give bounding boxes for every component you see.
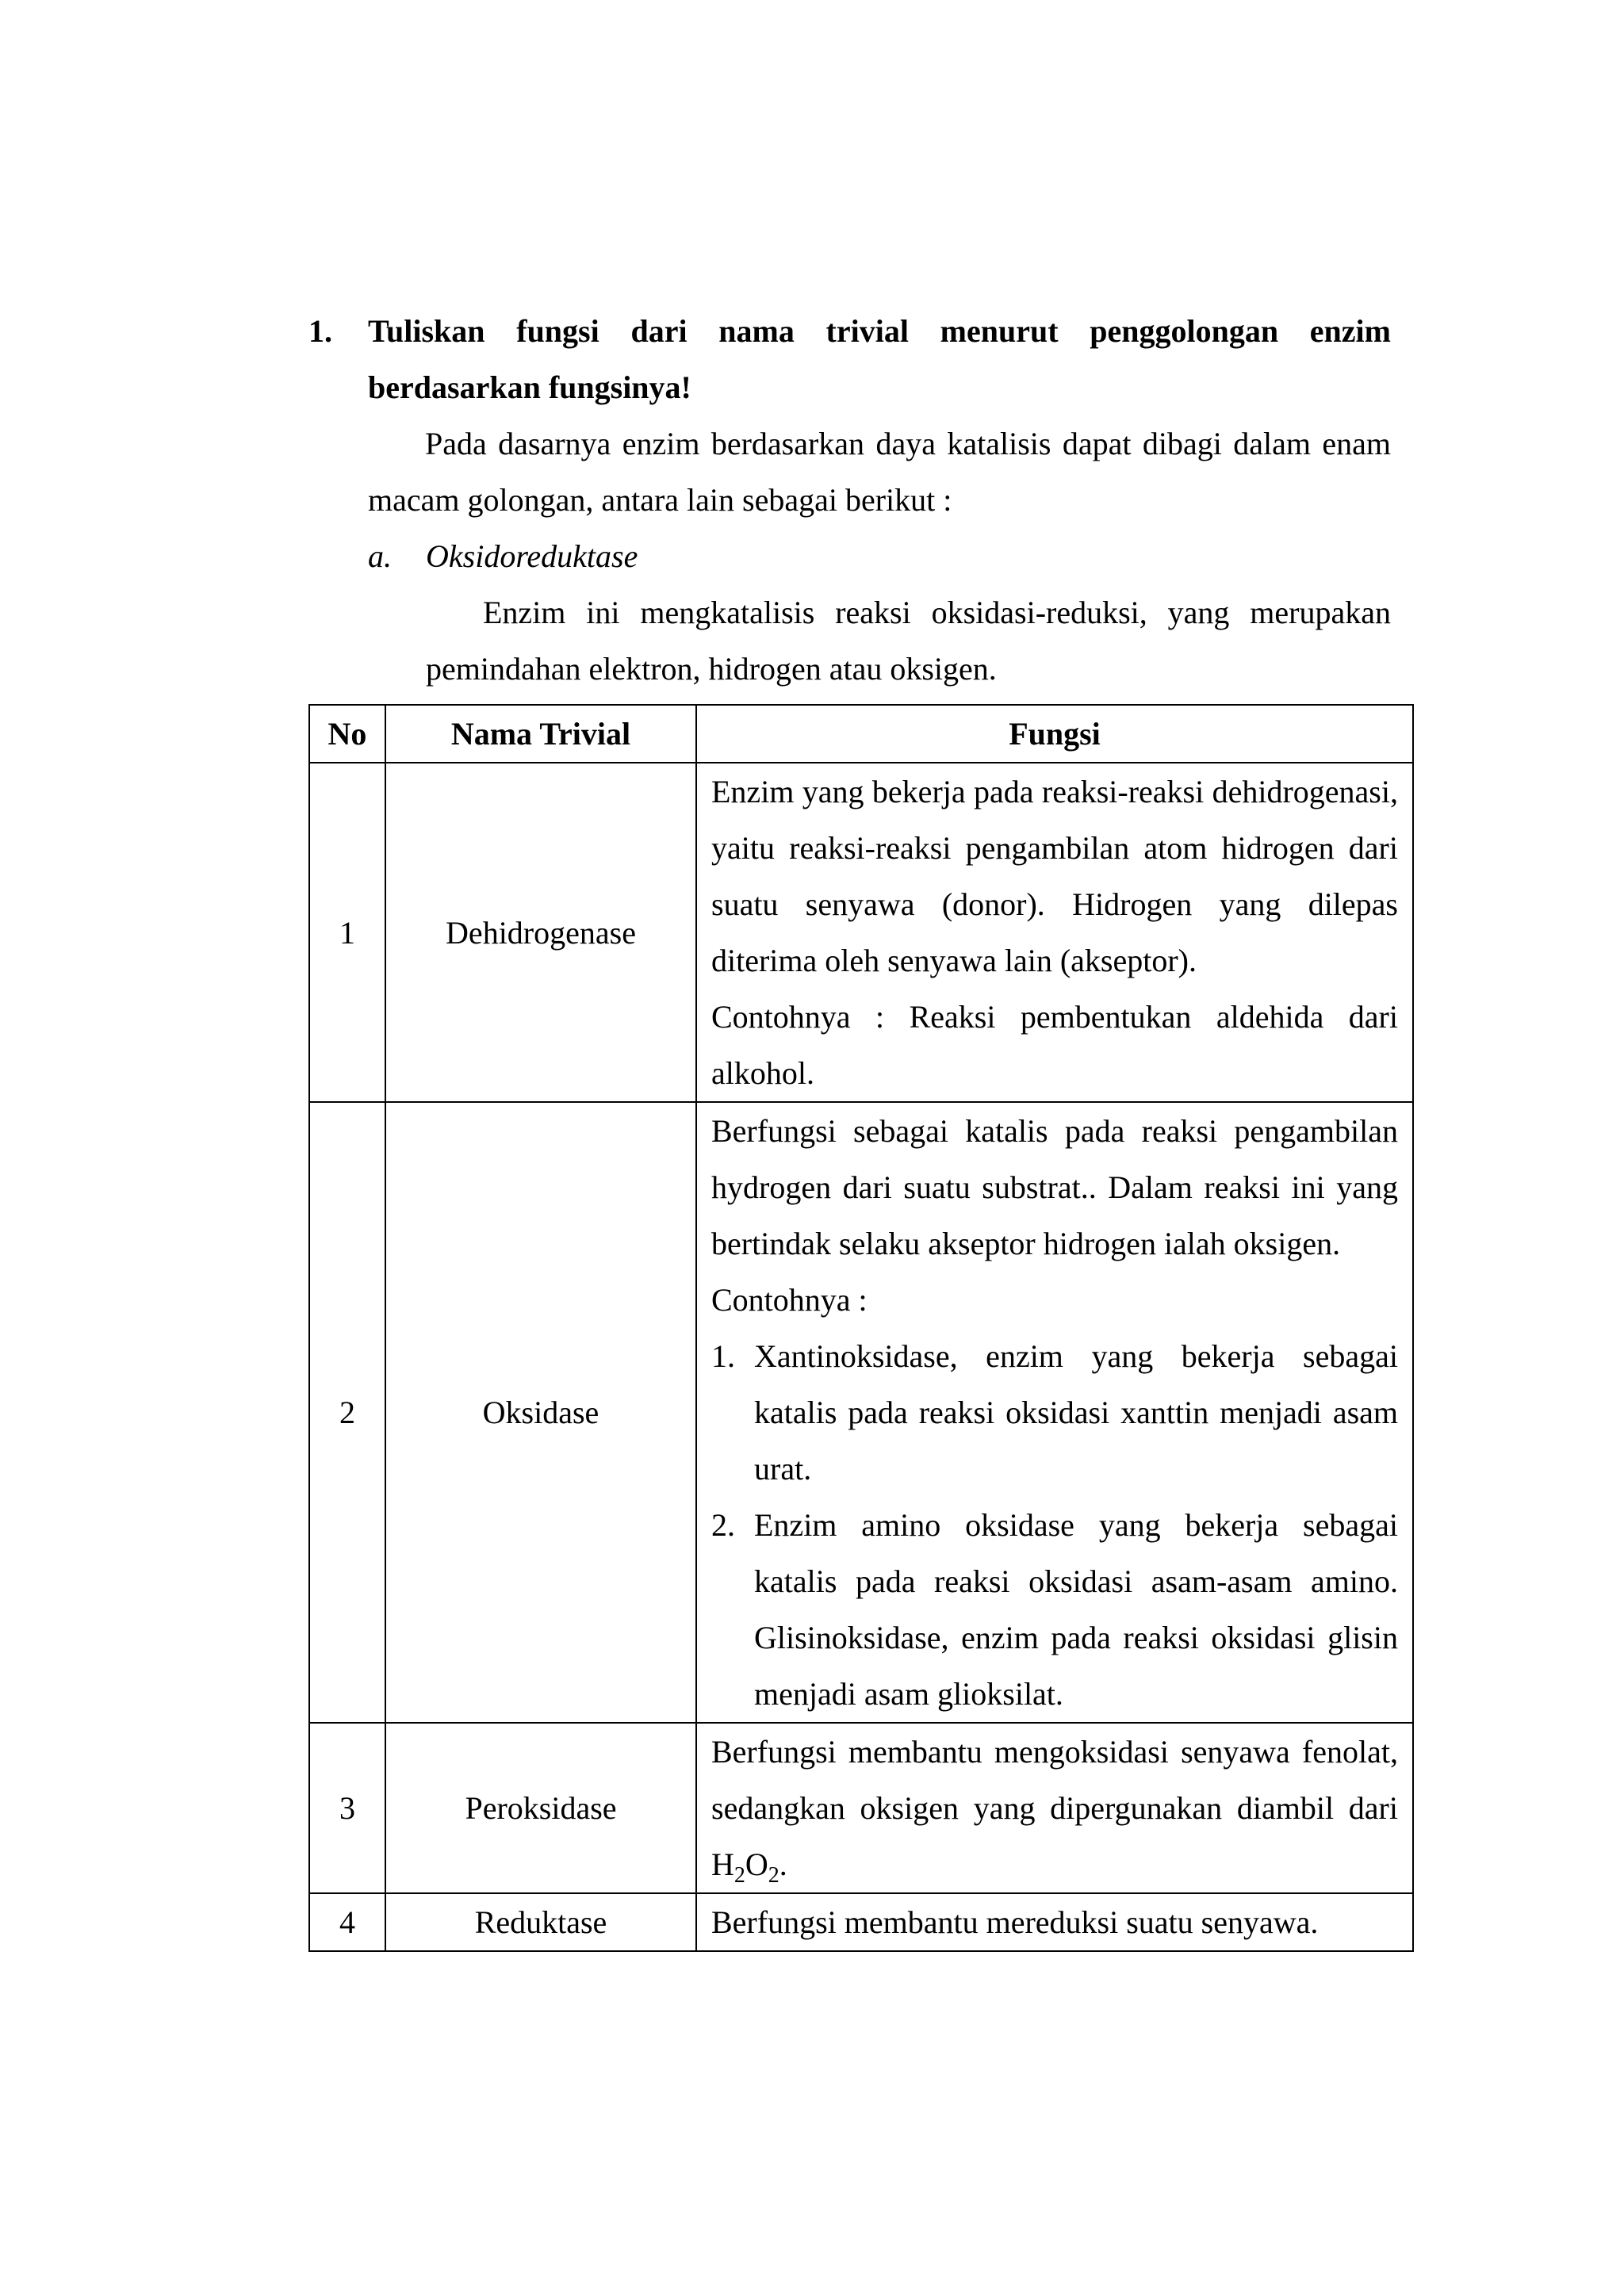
fungsi-description: Berfungsi membantu mereduksi suatu senyawa. — [711, 1904, 1319, 1940]
example-list — [711, 1328, 1398, 1722]
section-letter: a. — [368, 538, 392, 574]
fungsi-text: Berfungsi membantu mengoksidasi senyawa fenolat, sedangkan oksigen yang dipergunakan diambil dari H — [711, 1734, 1398, 1882]
header-fungsi: Fungsi — [696, 705, 1413, 763]
fungsi-description: Berfungsi sebagai katalis pada reaksi pengambilan hydrogen dari suatu substrat.. Dalam reaksi ini yang bertindak selaku akseptor hidrogen ialah oksigen. — [711, 1113, 1398, 1261]
row-no: 3 — [309, 1723, 385, 1893]
row-nama-trivial: Reduktase — [385, 1893, 696, 1951]
table-row — [309, 1723, 1413, 1893]
table-row — [309, 1893, 1413, 1951]
fungsi-description: Enzim yang bekerja pada reaksi-reaksi dehidrogenasi, yaitu reaksi-reaksi pengambilan atom hidrogen dari suatu senyawa (donor). Hidrogen yang dilepas diterima oleh senyawa lain (akseptor). — [711, 774, 1398, 978]
subscript: 2 — [733, 1863, 745, 1888]
row-fungsi — [696, 1102, 1413, 1723]
header-nama-trivial: Nama Trivial — [385, 705, 696, 763]
row-nama-trivial: Oksidase — [385, 1102, 696, 1723]
table-row — [309, 1102, 1413, 1723]
row-fungsi — [696, 1723, 1413, 1893]
row-nama-trivial: Dehidrogenase — [385, 763, 696, 1102]
list-item — [711, 1497, 1398, 1722]
list-item-text: Xantinoksidase, enzim yang bekerja sebagai katalis pada reaksi oksidasi xanttin menjadi asam urat. — [754, 1338, 1398, 1487]
list-item-text: Enzim amino oksidase yang bekerja sebagai katalis pada reaksi oksidasi asam-asam amino. Glisinoksidase, enzim pada reaksi oksidasi glisin menjadi asam glioksilat. — [754, 1507, 1398, 1712]
table-row — [309, 763, 1413, 1102]
fungsi-example-label: Contohnya : — [711, 1282, 868, 1318]
question-number: 1. — [308, 313, 332, 349]
row-nama-trivial: Peroksidase — [385, 1723, 696, 1893]
table-header-row — [309, 705, 1413, 763]
fungsi-example: Contohnya : Reaksi pembentukan aldehida dari alkohol. — [711, 999, 1398, 1091]
list-item — [711, 1328, 1398, 1497]
section-description: Enzim ini mengkatalisis reaksi oksidasi-reduksi, yang merupakan pemindahan elektron, hidrogen atau oksigen. — [426, 595, 1391, 687]
subscript: 2 — [768, 1863, 779, 1888]
row-no: 1 — [309, 763, 385, 1102]
row-fungsi — [696, 1893, 1413, 1951]
row-no: 4 — [309, 1893, 385, 1951]
enzyme-table — [308, 704, 1414, 1952]
fungsi-description — [711, 1724, 1398, 1892]
list-item-number: 2. — [711, 1507, 735, 1543]
question-text: Tuliskan fungsi dari nama trivial menurut penggolongan enzim berdasarkan fungsinya! — [368, 313, 1391, 405]
intro-paragraph: Pada dasarnya enzim berdasarkan daya katalisis dapat dibagi dalam enam macam golongan, antara lain sebagai berikut : — [368, 426, 1391, 518]
row-no: 2 — [309, 1102, 385, 1723]
section-title: Oksidoreduktase — [426, 538, 638, 574]
fungsi-text-end: . — [779, 1846, 787, 1882]
fungsi-text-mid: O — [745, 1846, 768, 1882]
row-fungsi — [696, 763, 1413, 1102]
header-no: No — [309, 705, 385, 763]
list-item-number: 1. — [711, 1338, 735, 1374]
